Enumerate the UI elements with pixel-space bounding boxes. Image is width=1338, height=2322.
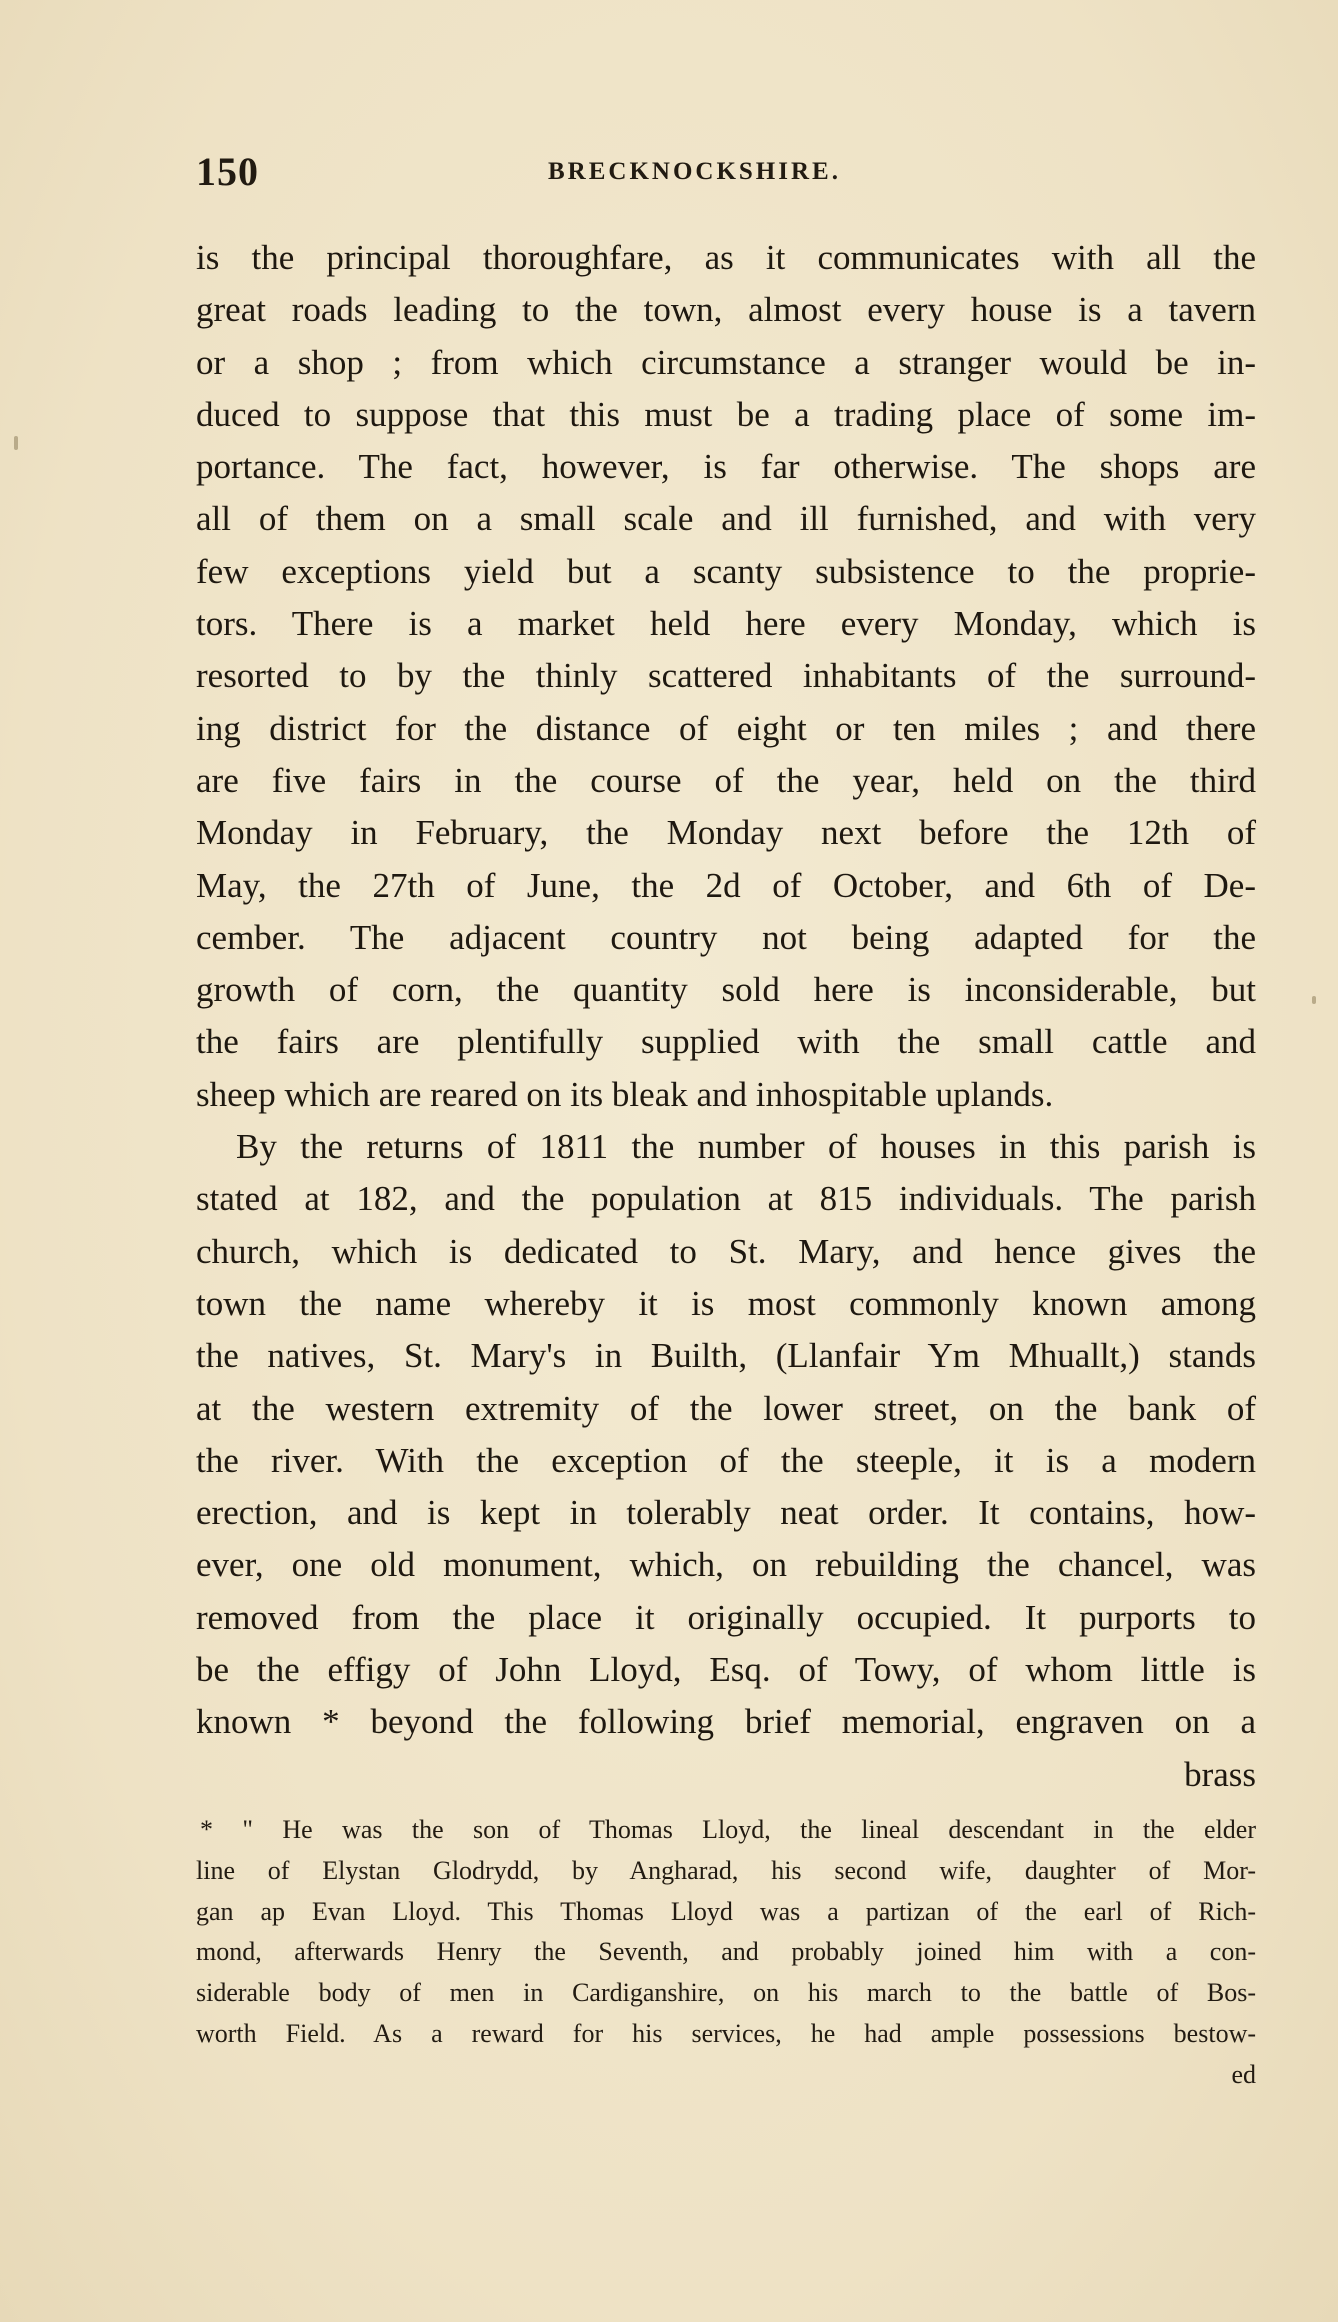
footnote-line: line of Elystan Glodrydd, by Angharad, his second wife, daughter of Mor- — [196, 1855, 1256, 1885]
body-line: sheep which are reared on its bleak and inhospitable uplands. — [196, 1074, 1054, 1114]
body-line: ing district for the distance of eight or ten miles ; and there — [196, 708, 1256, 748]
footnote-line: mond, afterwards Henry the Seventh, and probably joined him with a con- — [196, 1937, 1256, 1967]
body-line: be the effigy of John Lloyd, Esq. of Towy, of whom little is — [196, 1650, 1256, 1690]
body-line: duced to suppose that this must be a trading place of some im- — [196, 394, 1256, 434]
body-line: By the returns of 1811 the number of houses in this parish is — [236, 1127, 1256, 1167]
footnote — [196, 1810, 1256, 2096]
catchword: brass — [1184, 1754, 1256, 1794]
body-line: the fairs are plentifully supplied with the small cattle and — [196, 1022, 1256, 1062]
footnote-line: * " He was the son of Thomas Lloyd, the lineal descendant in the elder — [200, 1815, 1256, 1844]
body-line: church, which is dedicated to St. Mary, and hence gives the — [196, 1231, 1256, 1271]
body-line: May, the 27th of June, the 2d of October, and 6th of De- — [196, 865, 1256, 905]
footnote-line: siderable body of men in Cardiganshire, on his march to the battle of Bos- — [196, 1978, 1256, 2008]
page-number: 150 — [196, 149, 259, 194]
body-line: removed from the place it originally occupied. It purports to — [196, 1597, 1256, 1637]
body-line: is the principal thoroughfare, as it communicates with all the — [196, 238, 1256, 277]
body-line: erection, and is kept in tolerably neat order. It contains, how- — [196, 1493, 1256, 1533]
body-line: the river. With the exception of the steeple, it is a modern — [196, 1440, 1256, 1480]
body-line: portance. The fact, however, is far otherwise. The shops are — [196, 447, 1256, 487]
footnote-line: gan ap Evan Lloyd. This Thomas Lloyd was a partizan of the earl of Rich- — [196, 1896, 1256, 1926]
body-line: the natives, St. Mary's in Builth, (Llanfair Ym Mhuallt,) stands — [196, 1336, 1256, 1376]
body-line: at the western extremity of the lower street, on the bank of — [196, 1388, 1256, 1428]
body-line: growth of corn, the quantity sold here is inconsiderable, but — [196, 970, 1256, 1010]
body-line: known * beyond the following brief memorial, engraven on a — [196, 1702, 1256, 1742]
footnote-line: worth Field. As a reward for his services, he had ample possessions bestow- — [196, 2018, 1256, 2048]
body-line: resorted to by the thinly scattered inhabitants of the surround- — [196, 656, 1256, 696]
body-line: stated at 182, and the population at 815 individuals. The parish — [196, 1179, 1256, 1219]
body-line: all of them on a small scale and ill furnished, and with very — [196, 499, 1256, 539]
body-line: town the name whereby it is most commonly known among — [196, 1283, 1256, 1323]
body-line: tors. There is a market held here every Monday, which is — [196, 604, 1256, 644]
body-text — [196, 232, 1256, 1801]
paper-speck — [14, 436, 18, 450]
body-line: are five fairs in the course of the year, held on the third — [196, 760, 1256, 800]
footnote-catchword: ed — [1231, 2059, 1256, 2089]
body-line: cember. The adjacent country not being adapted for the — [196, 917, 1256, 957]
paper-speck — [1312, 996, 1316, 1004]
body-line: or a shop ; from which circumstance a stranger would be in- — [196, 342, 1256, 382]
body-line: great roads leading to the town, almost every house is a tavern — [196, 290, 1256, 330]
body-line: ever, one old monument, which, on rebuilding the chancel, was — [196, 1545, 1256, 1585]
body-line: few exceptions yield but a scanty subsistence to the proprie- — [196, 551, 1256, 591]
body-line: Monday in February, the Monday next before the 12th of — [196, 813, 1256, 853]
running-head: BRECKNOCKSHIRE. — [548, 158, 841, 185]
page-header — [196, 148, 1256, 208]
